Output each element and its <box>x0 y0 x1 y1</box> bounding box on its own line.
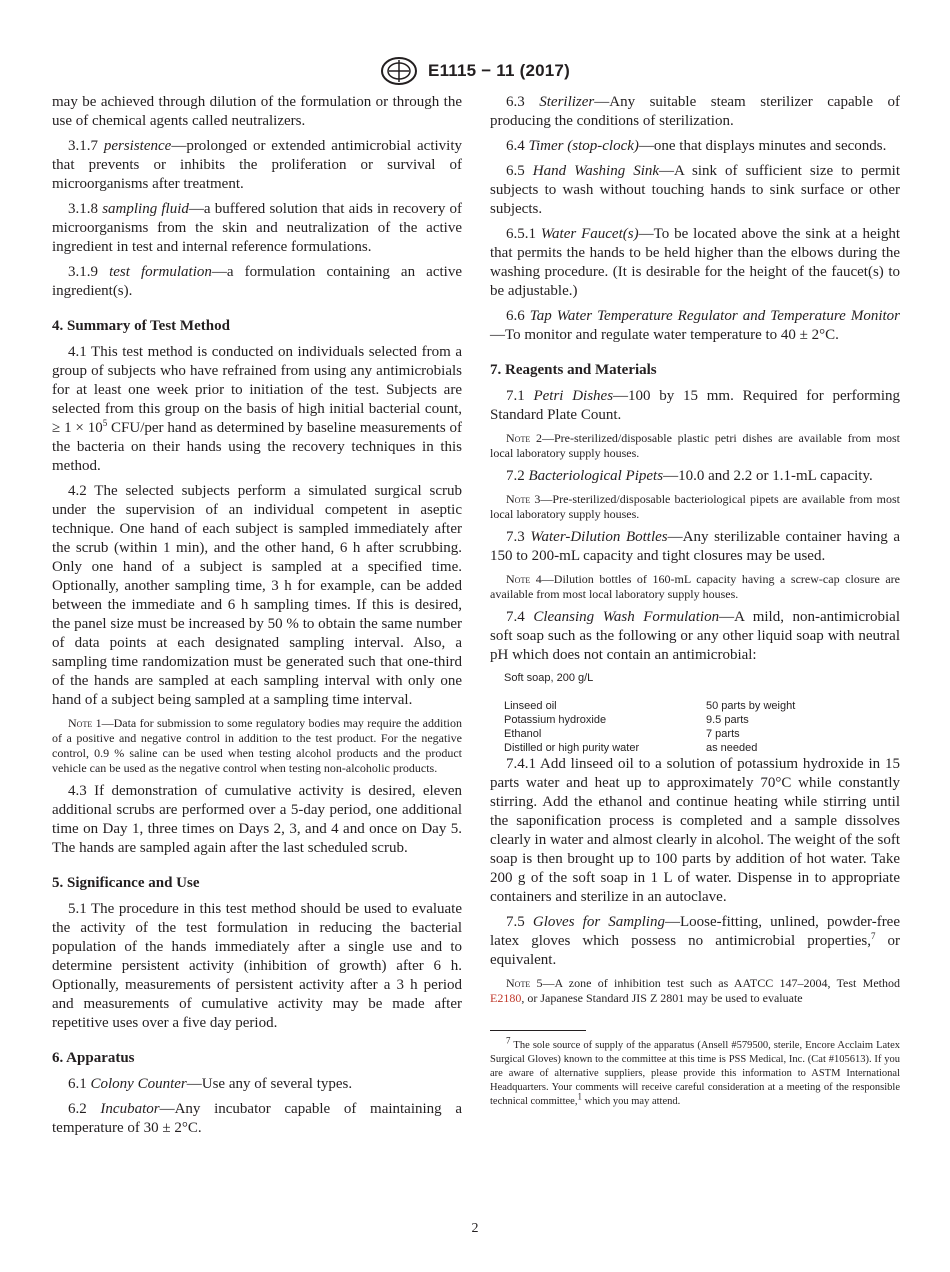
paragraph-6-2: 6.2 Incubator—Any incubator capable of maintaining a temperature of 30 ± 2°C. <box>52 1101 462 1136</box>
paragraph-4-3: 4.3 If demonstration of cumulative activity is desired, eleven additional scrubs are performed over a 5-day period, one additional time on Day 1, three times on Days 2, 3, and 4 and once on Day 5. The hands are sampled again after the last scheduled scrub. <box>52 783 462 856</box>
paragraph-5-1: 5.1 The procedure in this test method should be used to evaluate the activity of the test formulation in reducing the bacterial population of the hands immediately after a single use and to determine persistent activity (inhibition of growth) after 6 h. Optionally, measurements of persistent activity after a 3 h period and measurements of cumulative activity may be made after repetitive uses over a five day period. <box>52 901 462 1031</box>
paragraph-7-4-1: 7.4.1 Add linseed oil to a solution of potassium hydroxide in 15 parts water and heat up to approximately 70°C while constantly stirring. Add the ethanol and continue heating while stirring until the saponification process is completed and a sample dissolves clearly in water and almost clearly in alcohol. The weight of the soft soap is then brought up to 100 parts by addition of hot water. Take 200 g of the soft soap in 1 L of water. Dispense in to appropriate containers and sterilize in an autoclave. <box>490 756 901 905</box>
paragraph-6-5-1: 6.5.1 Water Faucet(s)—To be located above the sink at a height that permits the hands to be held higher than the elbows during the washing procedure. (It is desirable for the height of the faucet(s) to be adjustable.) <box>490 226 901 299</box>
paragraph-4-2: 4.2 The selected subjects perform a simulated surgical scrub under the supervision of an individual competent in aseptic technique. One hand of each subject is sampled immediately after the scrub (within 1 min), and the other hand, 6 h after scrubbing. Only one hand of a subject is sampled at a specified time. Optionally, another sampling time, 3 h for example, can be added between the immediate and 6 h sampling times. If this is desired, the panel size must be increased by 50 % to obtain the same number of data points at each designated sampling interval. Also, a sampling time randomization must be generated such that one-third of the hands are sampled at each sampling interval with only one hand of a subject being sampled at a sampling time interval. <box>52 483 462 708</box>
paragraph-7-2: 7.2 Bacteriological Pipets—10.0 and 2.2 or 1.1-mL capacity. <box>506 468 873 484</box>
page-number: 2 <box>471 1221 479 1236</box>
paragraph-4-1: 4.1 This test method is conducted on individuals selected from a group of subjects who have refrained from using any antimicrobials for at least one week prior to initiation of the test. Subjects are selected from this group on the basis of high initial bacterial count, ≥ $1 \times 10^5$ CFU/per hand as determined by baseline measurements of the bacteria on their hands using the recovery techniques in this method. <box>52 344 462 474</box>
e2180-link[interactable]: E2180 <box>490 991 522 1005</box>
table-row: Linseed oil 50 parts by weight <box>504 700 796 712</box>
note-1: Note 1—Data for submission to some regulatory bodies may require the addition of a positive and negative control in addition to the test product. For the negative control, 0.9 % saline can be used when testing alcohol products and the product vehicle can be used as the negative control when testing non-alcoholic products. <box>52 716 463 775</box>
footnote-7: $^7$ The sole source of supply of the apparatus (Ansell #579500, sterile, Encore Acclaim Latex Surgical Gloves) known to the committee at this time is PSS Medical, Inc. (Cat #105613). If you are aware of alternative suppliers, please provide this information to ASTM International Headquarters. Your comments will receive careful consideration at a meeting of the responsible technical committee,$^1$ which you may attend. <box>490 1035 900 1107</box>
section-heading-5: 5. Significance and Use <box>52 875 200 891</box>
right-column <box>490 93 900 1115</box>
paragraph-7-5: 7.5 Gloves for Sampling—Loose-fitting, unlined, powder-free latex gloves which possess no antimicrobial properties,$^7$ or equivalent. <box>490 914 900 968</box>
left-column <box>52 93 462 1144</box>
paragraph: may be achieved through dilution of the formulation or through the use of chemical agents called neutralizers. <box>52 94 462 129</box>
definition-3-1-7: 3.1.7 persistence—prolonged or extended antimicrobial activity that prevents or inhibits the proliferation or survival of microorganisms after treatment. <box>52 138 463 192</box>
standard-designation: E1115 − 11 (2017) <box>428 61 570 80</box>
paragraph-6-3: 6.3 Sterilizer—Any suitable steam sterilizer capable of producing the conditions of sterilization. <box>490 94 900 129</box>
page-header <box>0 56 950 86</box>
table-row: Potassium hydroxide 9.5 parts <box>504 714 749 726</box>
paragraph-7-1: 7.1 Petri Dishes—100 by 15 mm. Required for performing Standard Plate Count. <box>490 388 900 423</box>
definition-3-1-9: 3.1.9 test formulation—a formulation containing an active ingredient(s). <box>52 264 462 299</box>
note-3: Note 3—Pre-sterilized/disposable bacteriological pipets are available from most local laboratory supply houses. <box>490 492 901 521</box>
table-row: Distilled or high purity water as needed <box>504 742 758 754</box>
paragraph-6-4: 6.4 Timer (stop-clock)—one that displays minutes and seconds. <box>506 138 887 154</box>
note-5: Note 5—A zone of inhibition test such as AATCC 147–2004, Test Method E2180, or Japanese Standard JIS Z 2801 may be used to evaluate <box>490 976 901 1005</box>
note-4: Note 4—Dilution bottles of 160-mL capacity having a screw-cap closure are available from most local laboratory supply houses. <box>490 572 901 601</box>
paragraph-7-4: 7.4 Cleansing Wash Formulation—A mild, non-antimicrobial soft soap such as the following or any other liquid soap with neutral pH which does not contain an antimicrobial: <box>490 609 900 663</box>
soap-formula-title: Soft soap, 200 g/L <box>504 672 594 684</box>
soap-formula-table <box>504 671 900 755</box>
section-heading-4: 4. Summary of Test Method <box>52 318 230 334</box>
paragraph-7-3: 7.3 Water-Dilution Bottles—Any sterilizable container having a 150 to 200-mL capacity and tight closures may be used. <box>490 529 901 564</box>
astm-logo-icon <box>380 56 418 86</box>
note-2: Note 2—Pre-sterilized/disposable plastic petri dishes are available from most local laboratory supply houses. <box>490 431 900 460</box>
paragraph-6-1: 6.1 Colony Counter—Use any of several types. <box>68 1076 353 1092</box>
paragraph-6-5: 6.5 Hand Washing Sink—A sink of sufficient size to permit subjects to wash without touching hands to sink surface or other subjects. <box>490 163 901 217</box>
paragraph-6-6: 6.6 Tap Water Temperature Regulator and Temperature Monitor—To monitor and regulate water temperature to 40 ± 2°C. <box>490 308 900 343</box>
definition-3-1-8: 3.1.8 sampling fluid—a buffered solution that aids in recovery of microorganisms from the skin and neutralization of the active ingredient in test and internal reference formulations. <box>52 201 462 255</box>
section-heading-6: 6. Apparatus <box>52 1050 135 1066</box>
footnote-divider <box>490 1030 586 1031</box>
section-heading-7: 7. Reagents and Materials <box>490 362 657 378</box>
table-row: Ethanol 7 parts <box>504 728 740 740</box>
